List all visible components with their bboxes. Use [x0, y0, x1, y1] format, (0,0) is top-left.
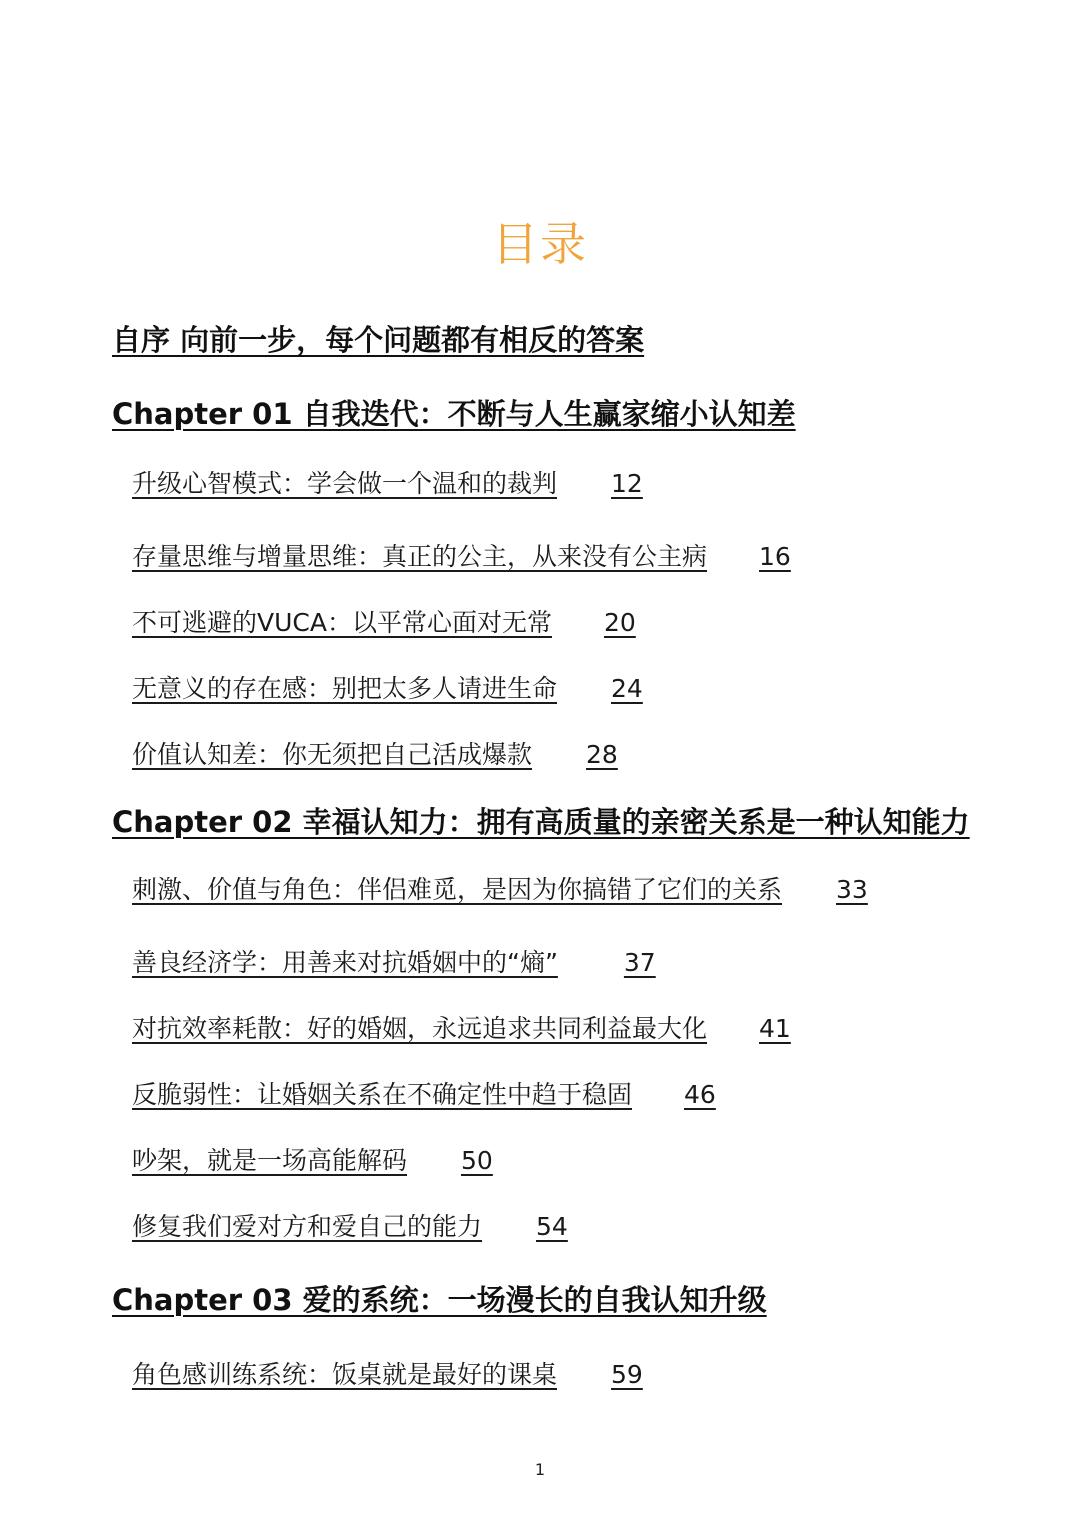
toc-entry-ch1-2[interactable] [132, 537, 791, 573]
chapter-02-heading[interactable]: Chapter 02 幸福认知力：拥有高质量的亲密关系是一种认知能力 [112, 805, 970, 839]
toc-title: 目录 [492, 217, 588, 271]
entry-title: 存量思维与增量思维：真正的公主，从来没有公主病 [132, 542, 708, 571]
entry-page: 12 [611, 469, 643, 498]
entry-page: 16 [759, 542, 791, 571]
entry-title: 吵架，就是一场高能解码 [132, 1146, 408, 1175]
entry-title: 善良经济学：用善来对抗婚姻中的“熵” [132, 948, 558, 977]
toc-entry-ch2-2[interactable] [132, 943, 656, 979]
entry-title: 无意义的存在感：别把太多人请进生命 [132, 674, 558, 703]
entry-title: 对抗效率耗散：好的婚姻，永远追求共同利益最大化 [132, 1014, 708, 1043]
entry-title: 修复我们爱对方和爱自己的能力 [132, 1212, 483, 1241]
entry-title: 升级心智模式：学会做一个温和的裁判 [132, 469, 558, 498]
toc-entry-ch1-3[interactable] [132, 603, 636, 639]
entry-title: 价值认知差：你无须把自己活成爆款 [132, 740, 533, 769]
toc-entry-ch2-3[interactable] [132, 1009, 791, 1045]
entry-page: 33 [836, 875, 868, 904]
entry-page: 20 [603, 608, 636, 637]
toc-entry-ch2-4[interactable] [132, 1075, 716, 1111]
toc-entry-ch1-5[interactable] [132, 735, 618, 771]
toc-entry-ch1-1[interactable] [132, 464, 643, 500]
toc-entry-ch2-5[interactable] [132, 1141, 493, 1177]
preface-heading[interactable]: 自序 向前一步，每个问题都有相反的答案 [112, 323, 645, 357]
entry-title: 刺激、价值与角色：伴侣难觅，是因为你搞错了它们的关系 [132, 875, 783, 904]
entry-page: 46 [684, 1080, 716, 1109]
entry-title: 反脆弱性：让婚姻关系在不确定性中趋于稳固 [132, 1080, 633, 1109]
entry-page: 41 [759, 1014, 791, 1043]
entry-page: 54 [536, 1212, 568, 1241]
entry-title: 角色感训练系统：饭桌就是最好的课桌 [132, 1360, 558, 1389]
toc-entry-ch3-1[interactable] [132, 1355, 643, 1391]
entry-page: 50 [461, 1146, 493, 1175]
entry-page: 28 [586, 740, 618, 769]
entry-page: 24 [611, 674, 643, 703]
chapter-01-heading[interactable]: Chapter 01 自我迭代：不断与人生赢家缩小认知差 [112, 397, 796, 431]
toc-entry-ch2-1[interactable] [132, 870, 868, 906]
toc-entry-ch1-4[interactable] [132, 669, 643, 705]
entry-title: 不可逃避的VUCA：以平常心面对无常 [132, 608, 552, 637]
chapter-03-heading[interactable]: Chapter 03 爱的系统：一场漫长的自我认知升级 [112, 1283, 767, 1317]
entry-page: 59 [611, 1360, 643, 1389]
toc-entry-ch2-6[interactable] [132, 1207, 568, 1243]
entry-page: 37 [623, 948, 656, 977]
page-number: 1 [534, 1460, 546, 1479]
